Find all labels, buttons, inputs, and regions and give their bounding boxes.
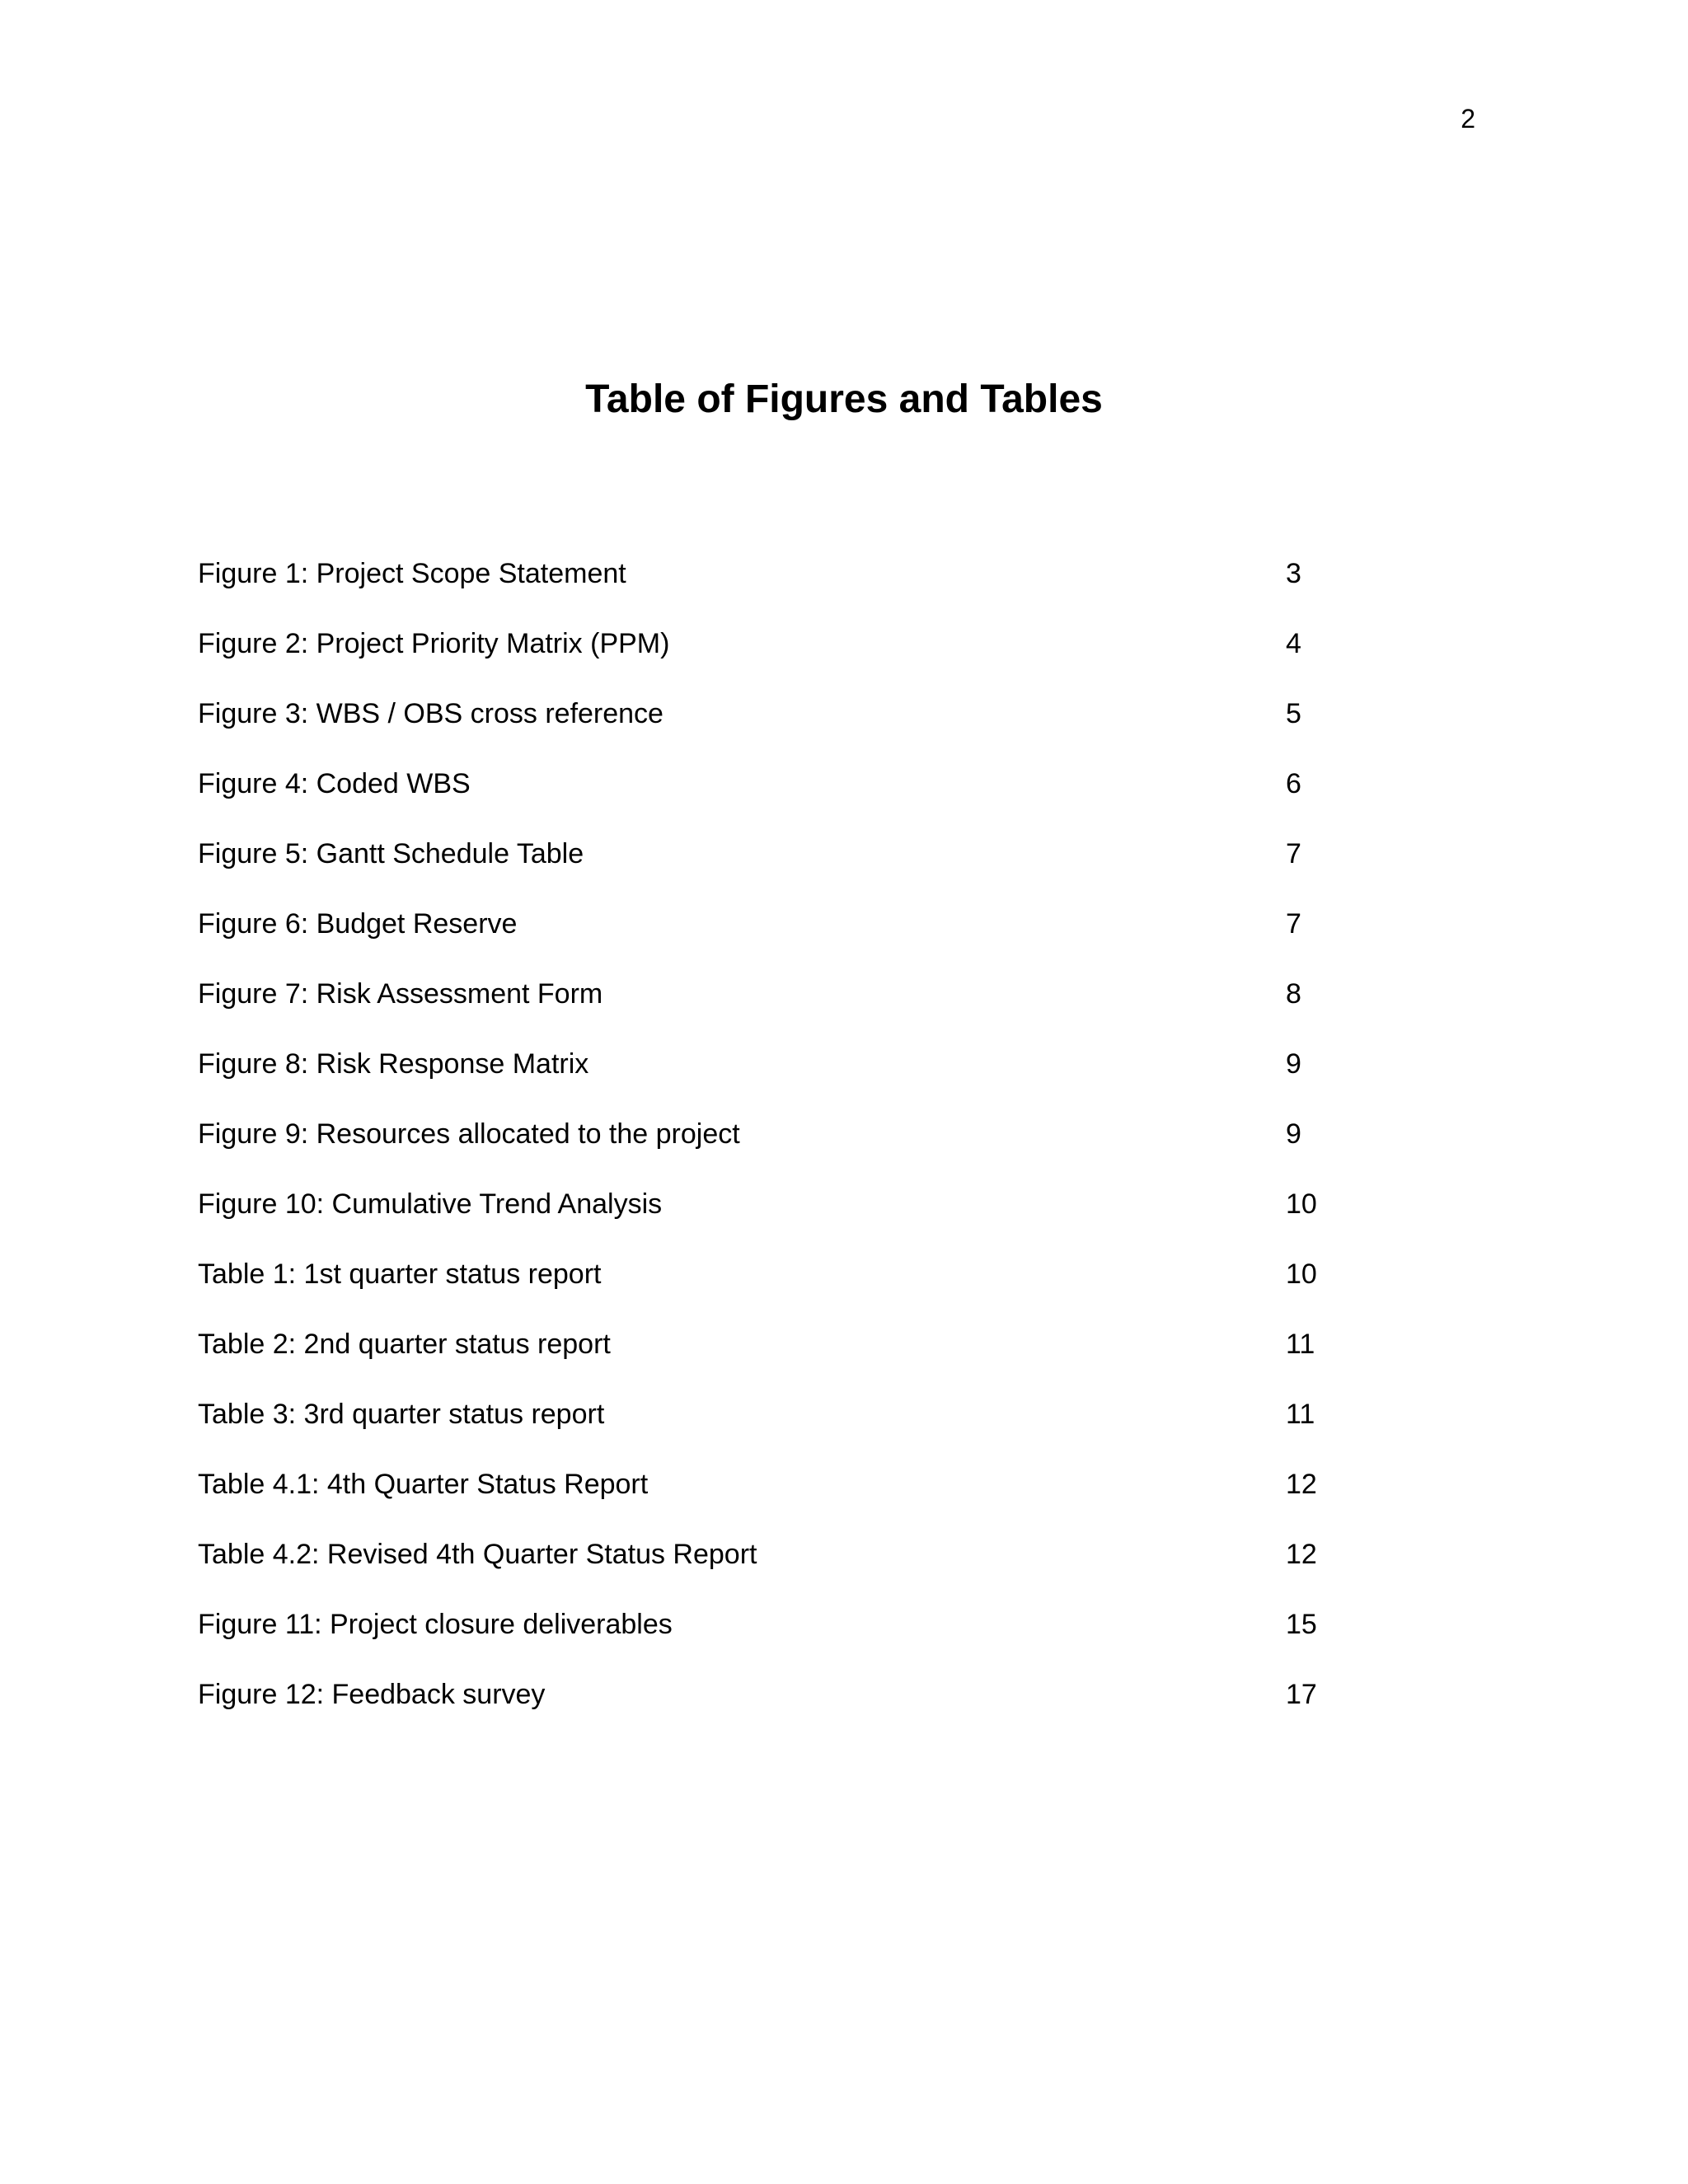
toc-entry-label: Table 4.2: Revised 4th Quarter Status Report	[198, 1539, 757, 1570]
page-title: Table of Figures and Tables	[585, 377, 1103, 421]
toc-entry-label: Figure 2: Project Priority Matrix (PPM)	[198, 628, 670, 659]
toc-entry-page-number: 9	[1286, 1118, 1301, 1150]
table-of-figures-list	[198, 548, 1434, 1739]
toc-entry-page-number: 6	[1286, 768, 1301, 799]
toc-entry-label: Table 4.1: 4th Quarter Status Report	[198, 1469, 649, 1500]
toc-entry-label: Figure 1: Project Scope Statement	[198, 558, 626, 589]
toc-entry-label: Figure 4: Coded WBS	[198, 768, 471, 799]
toc-entry-page-number: 7	[1286, 838, 1301, 869]
toc-entry-label: Figure 8: Risk Response Matrix	[198, 1048, 589, 1080]
toc-entry	[198, 688, 1434, 758]
toc-entry-page-number: 8	[1286, 978, 1301, 1010]
toc-entry	[198, 1389, 1434, 1459]
toc-entry	[198, 548, 1434, 618]
toc-entry	[198, 1319, 1434, 1389]
toc-entry-label: Figure 11: Project closure deliverables	[198, 1609, 673, 1640]
toc-entry-label: Figure 5: Gantt Schedule Table	[198, 838, 584, 869]
toc-entry	[198, 1038, 1434, 1108]
toc-entry-page-number: 12	[1286, 1539, 1317, 1570]
toc-entry-label: Figure 12: Feedback survey	[198, 1679, 546, 1710]
toc-entry-page-number: 15	[1286, 1609, 1317, 1640]
toc-entry	[198, 1599, 1434, 1669]
toc-entry-page-number: 3	[1286, 558, 1301, 589]
toc-entry-page-number: 10	[1286, 1258, 1317, 1290]
toc-entry-page-number: 9	[1286, 1048, 1301, 1080]
toc-entry-page-number: 12	[1286, 1469, 1317, 1500]
toc-entry-label: Figure 10: Cumulative Trend Analysis	[198, 1188, 663, 1220]
toc-entry	[198, 828, 1434, 898]
toc-entry-page-number: 11	[1286, 1329, 1315, 1360]
toc-entry	[198, 1249, 1434, 1319]
toc-entry-label: Figure 6: Budget Reserve	[198, 908, 518, 940]
toc-entry	[198, 618, 1434, 688]
toc-entry	[198, 1669, 1434, 1739]
toc-entry-page-number: 11	[1286, 1399, 1315, 1430]
toc-entry-page-number: 10	[1286, 1188, 1317, 1220]
toc-entry	[198, 758, 1434, 828]
toc-entry-label: Figure 7: Risk Assessment Form	[198, 978, 603, 1010]
toc-entry	[198, 898, 1434, 968]
toc-entry-page-number: 17	[1286, 1679, 1317, 1710]
toc-entry-page-number: 5	[1286, 698, 1301, 729]
toc-entry-label: Figure 3: WBS / OBS cross reference	[198, 698, 663, 729]
toc-entry	[198, 1179, 1434, 1249]
toc-entry	[198, 1108, 1434, 1179]
toc-entry-page-number: 7	[1286, 908, 1301, 940]
toc-entry-label: Table 1: 1st quarter status report	[198, 1258, 602, 1290]
toc-entry	[198, 1529, 1434, 1599]
page-number: 2	[1461, 104, 1475, 134]
toc-entry	[198, 1459, 1434, 1529]
toc-entry-label: Table 3: 3rd quarter status report	[198, 1399, 605, 1430]
toc-entry-label: Table 2: 2nd quarter status report	[198, 1329, 611, 1360]
toc-entry-page-number: 4	[1286, 628, 1301, 659]
toc-entry	[198, 968, 1434, 1038]
toc-entry-label: Figure 9: Resources allocated to the project	[198, 1118, 740, 1150]
